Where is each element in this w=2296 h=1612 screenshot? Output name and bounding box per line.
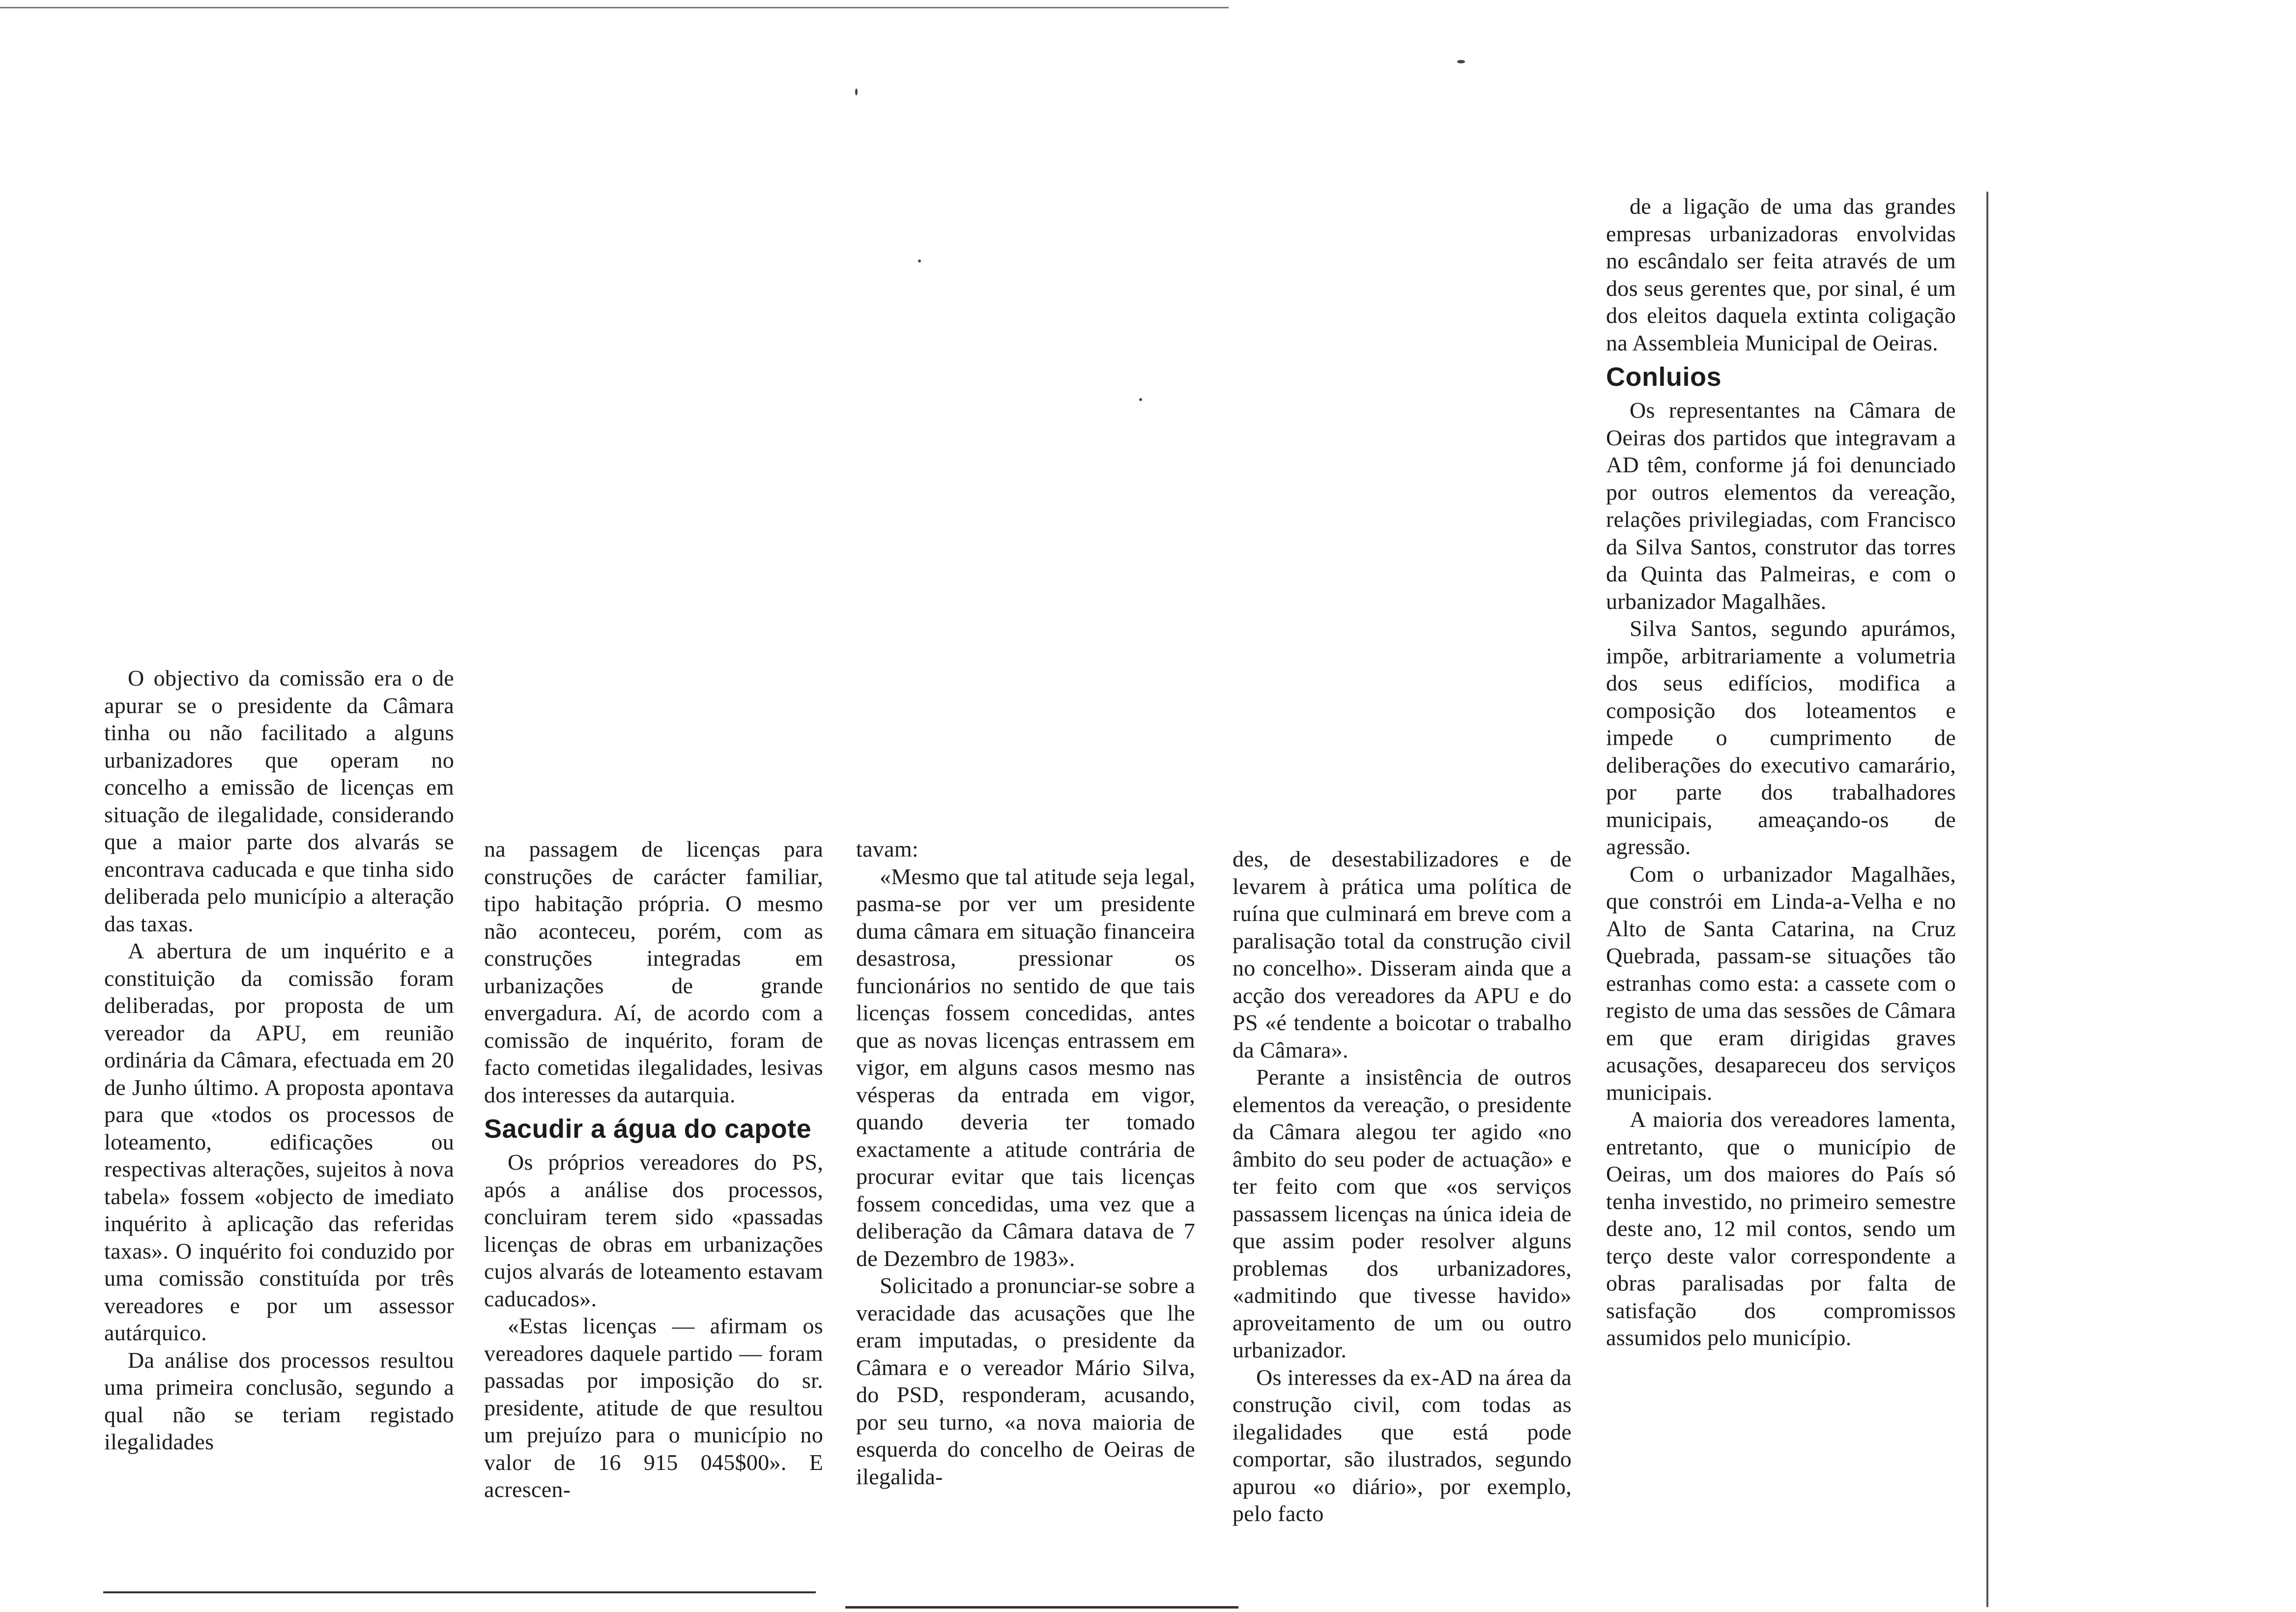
column-3 [856,835,1195,1490]
paragraph: O objectivo da comissão era o de apurar se o presidente da Câmara tinha ou não facilitado a alguns urbanizadores que operam no concelho a emissão de licenças em situação de ilegalidade, considerando que a maior parte dos alvarás se encontrava caducada e que tinha sido deliberada pelo município a alteração das taxas. [104,665,454,936]
bottom-rule-left [103,1591,816,1593]
paragraph: A abertura de um inquérito e a constituição da comissão foram deliberadas, por proposta de um vereador da APU, em reunião ordinária da Câmara, efectuada em 20 de Junho último. A proposta apontava para que «todos os processos de loteamento, edificações ou respectivas alterações, sujeitos à nova tabela» fossem «objecto de imediato inquérito à aplicação das referidas taxas». O inquérito foi conduzido por uma comissão constituída por três vereadores e por um assessor autárquico. [104,938,454,1345]
paragraph: Solicitado a pronunciar-se sobre a veracidade das acusações que lhe eram imputadas, o presidente da Câmara e o vereador Mário Silva, do PSD, responderam, acusando, por seu turno, «a nova maioria de esquerda do concelho de Oeiras de ilegalida- [856,1273,1195,1489]
paragraph: Os interesses da ex-AD na área da construção civil, com todas as ilegalidades que está pode comportar, são ilustrados, segundo apurou «o diário», por exemplo, pelo facto [1233,1364,1572,1526]
right-margin-rule [1986,192,1988,1607]
scan-speck [1139,398,1142,401]
paragraph: Com o urbanizador Magalhães, que constrói em Linda-a-Velha e no Alto de Santa Catarina, na Cruz Quebrada, passam-se situações tão estranhas como esta: a cassete com o registo de uma das sessões de Câmara em que eram dirigidas graves acusações, desapareceu dos serviços municipais. [1606,861,1956,1105]
paragraph: «Mesmo que tal atitude seja legal, pasma-se por ver um presidente duma câmara em situação financeira desastrosa, pressionar os funcionários no sentido de que tais licenças fossem concedidas, antes que as novas licenças entrassem em vigor, em alguns casos mesmo nas vésperas da entrada em vigor, quando deveria ter tomado exactamente a atitude contrária de procurar evitar que tais licenças fossem concedidas, uma vez que a deliberação da Câmara datava de 7 de Dezembro de 1983». [856,864,1195,1271]
scan-speck [855,88,858,95]
paragraph: A maioria dos vereadores lamenta, entretanto, que o município de Oeiras, um dos maiores do País só tenha investido, no primeiro semestre deste ano, 12 mil contos, sendo um terço deste valor correspondente a obras paralisadas por falta de satisfação dos compromissos assumidos pelo município. [1606,1107,1956,1350]
paragraph: tavam: [856,836,918,862]
paragraph: Os representantes na Câmara de Oeiras dos partidos que integravam a AD têm, conforme já foi denunciado por outros elementos da vereação, relações privilegiadas, com Francisco da Silva Santos, construtor das torres da Quinta das Palmeiras, e com o urbanizador Magalhães. [1606,398,1956,614]
column-5 [1606,193,1956,1352]
paragraph: Da análise dos processos resultou uma primeira conclusão, segundo a qual não se teriam registado ilegalidades [104,1347,454,1454]
paragraph: Perante a insistência de outros elementos da vereação, o presidente da Câmara alegou ter agido «no âmbito do seu poder de actuação» e ter feito com que «os serviços passassem licenças na única ideia de que assim poder resolver alguns problemas dos urbanizadores, «admitindo que tivesse havido» aproveitamento de um ou outro urbanizador. [1233,1065,1572,1362]
column-4 [1233,845,1572,1527]
section-heading: Conluios [1606,362,1722,392]
paragraph: des, de desestabilizadores e de levarem à prática uma política de ruína que culminará em breve com a paralisação total da construção civil no concelho». Disseram ainda que a acção dos vereadores da APU e do PS «é tendente a boicotar o trabalho da Câmara». [1233,846,1572,1063]
paragraph: Silva Santos, segundo apurámos, impõe, arbitrariamente a volumetria dos seus edifícios, modifica a composição dos loteamentos e impede o cumprimento de deliberações do executivo camarário, por parte dos trabalhadores municipais, ameaçando-os de agressão. [1606,616,1956,859]
bottom-rule-right [845,1606,1238,1609]
section-heading: Sacudir a água do capote [484,1114,812,1144]
top-scan-line [0,7,1229,8]
paragraph: «Estas licenças — afirmam os vereadores daquele partido — foram passadas por imposição do sr. presidente, atitude de que resultou um prejuízo para o município no valor de 16 915 045$00». E acrescen- [484,1313,823,1502]
scan-speck [918,259,921,262]
column-2 [484,835,823,1503]
column-1 [104,664,454,1456]
paragraph: Os próprios vereadores do PS, após a análise dos processos, concluiram terem sido «passadas licenças de obras em urbanizações cujos alvarás de loteamento estavam caducados». [484,1150,823,1311]
paragraph: na passagem de licenças para construções de carácter familiar, tipo habitação própria. O mesmo não aconteceu, porém, com as construções integradas em urbanizações de grande envergadura. Aí, de acordo com a comissão de inquérito, foram de facto cometidas ilegalidades, lesivas dos interesses da autarquia. [484,836,823,1107]
paragraph: de a ligação de uma das grandes empresas urbanizadoras envolvidas no escândalo ser feita através de um dos seus gerentes que, por sinal, é um dos eleitos daquela extinta coligação na Assembleia Municipal de Oeiras. [1606,194,1956,355]
scan-speck [1457,60,1465,63]
